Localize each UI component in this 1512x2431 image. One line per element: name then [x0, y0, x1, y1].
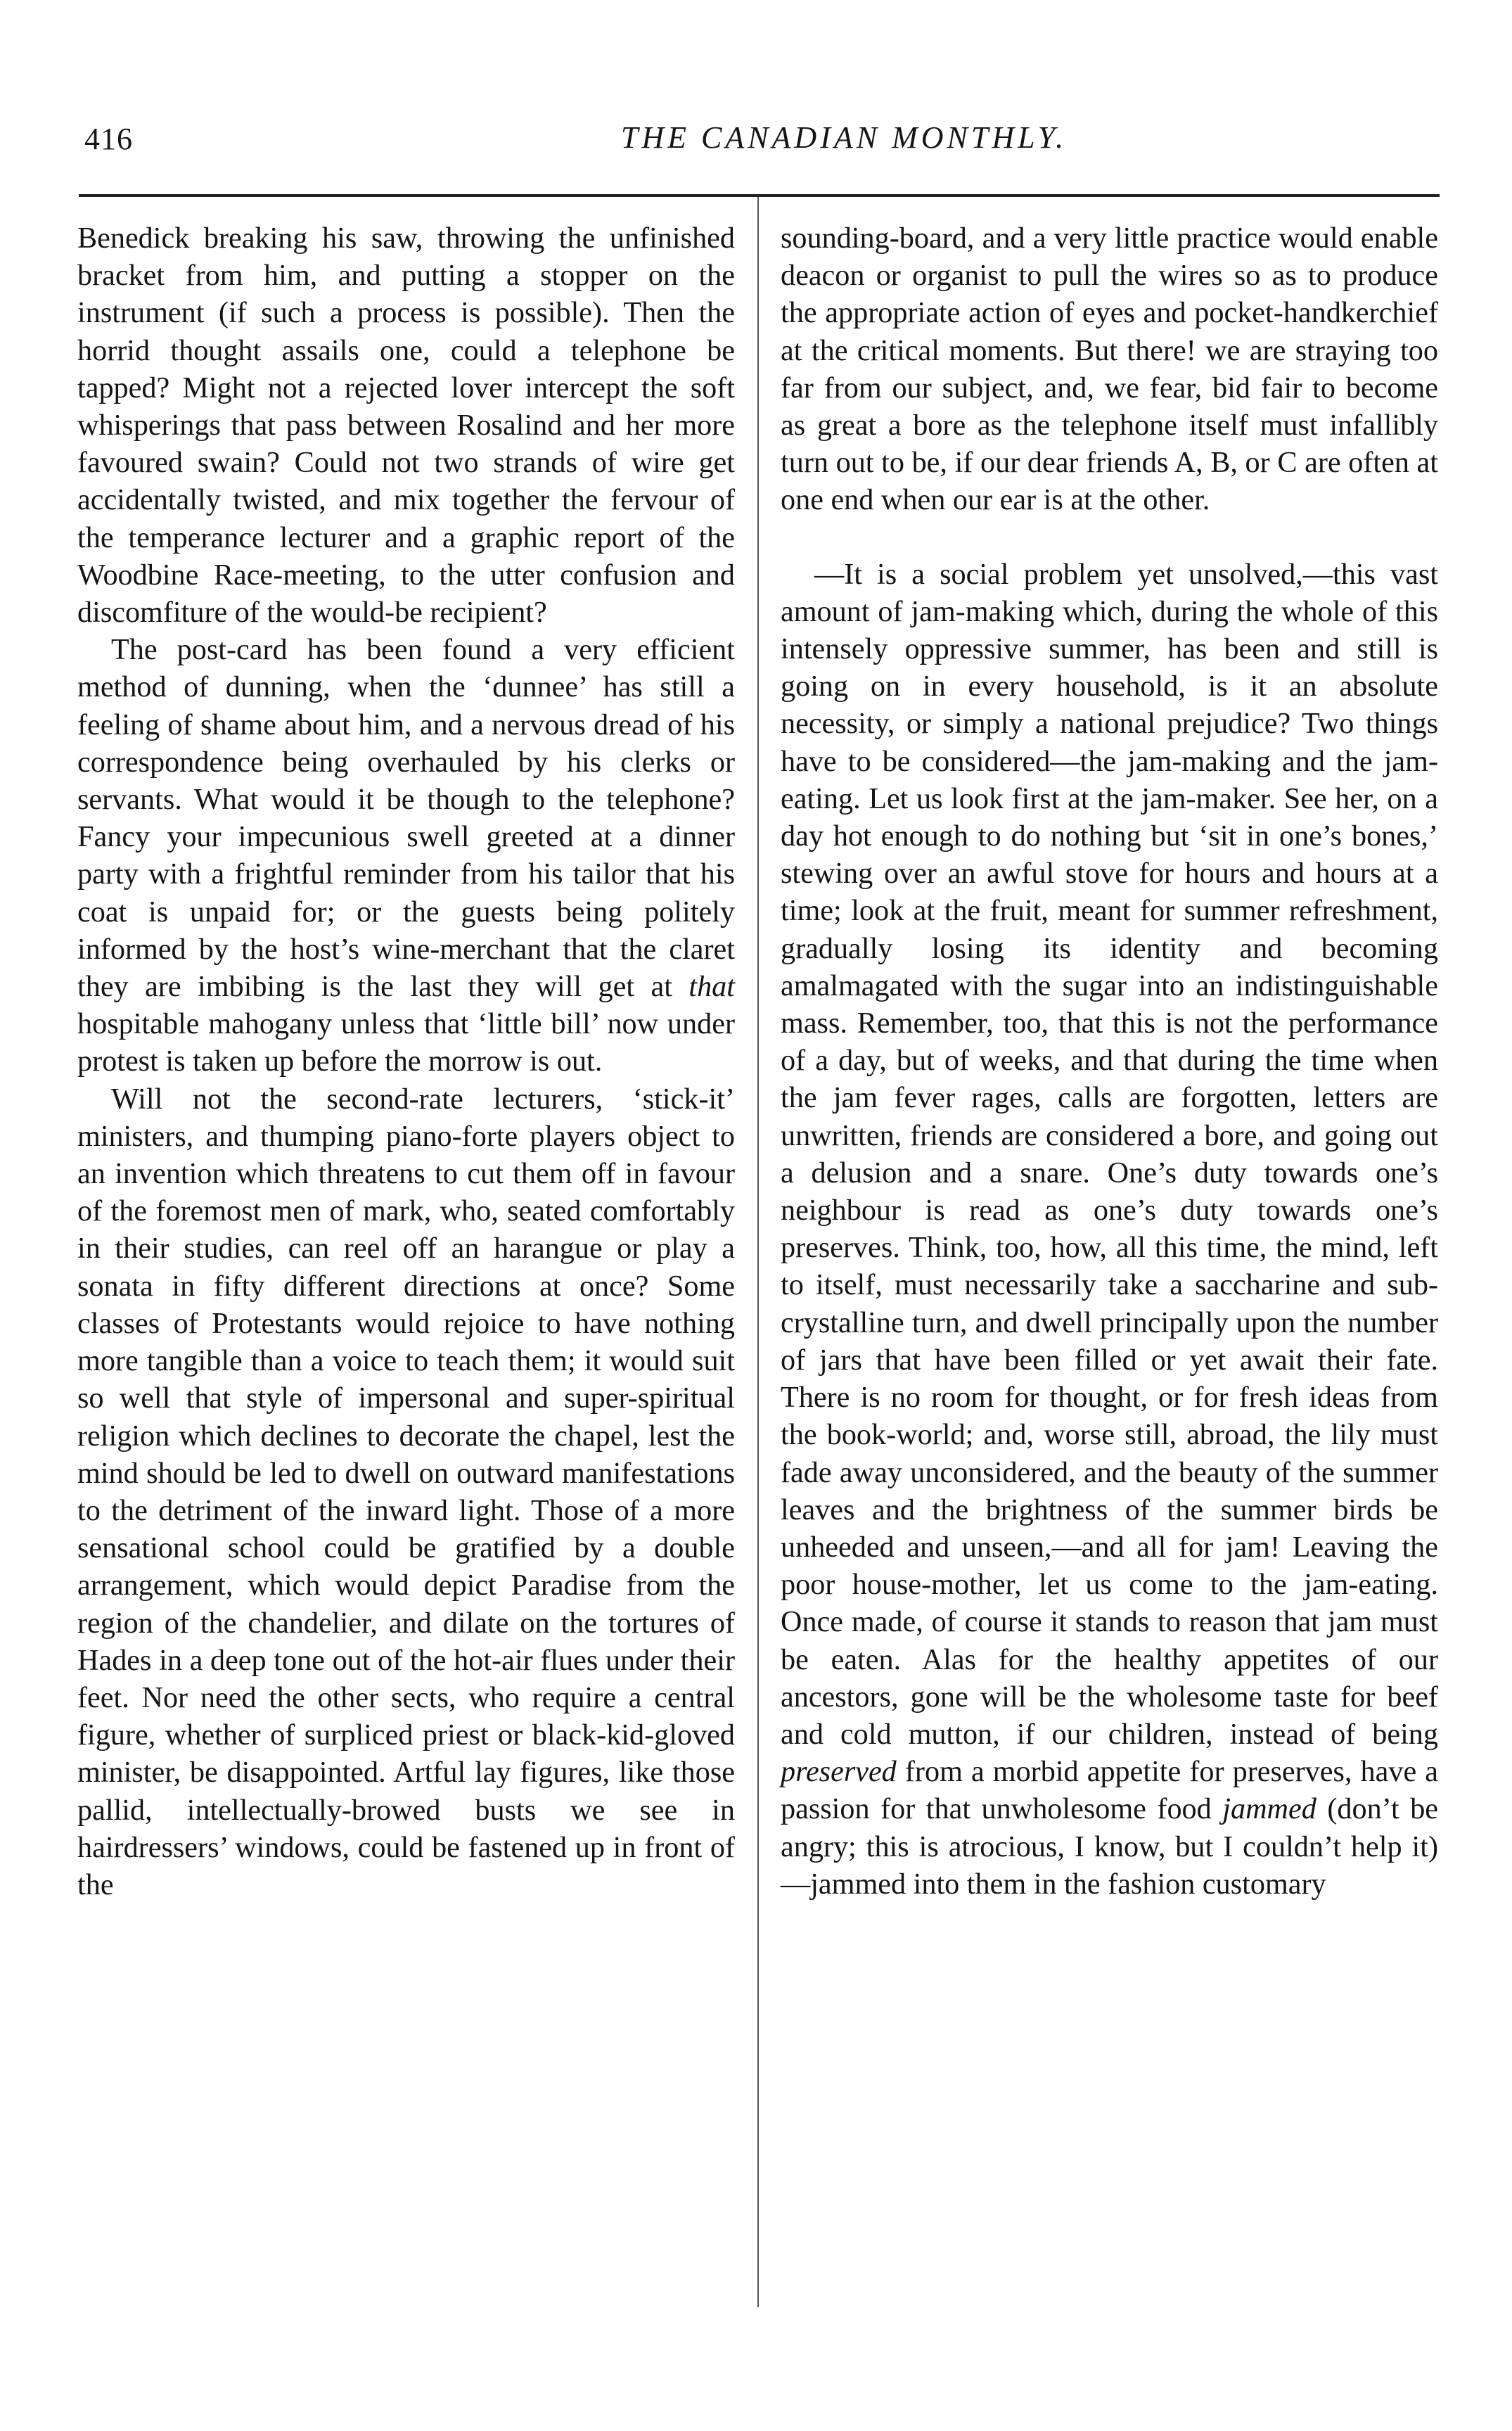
paragraph: sounding-board, and a very little practice would enable deacon or organist to pull the wires so as to produce the appropriate action of eyes and pocket-handkerchief at the critical moments. But there! we are straying too far from our subject, and, we fear, bid fair to become as great a bore as the telephone itself must infallibly turn out to be, if our dear friends A, B, or C are often at one end when our ear is at the other.	[781, 222, 1438, 517]
text-run: —It is a social problem yet unsolved,—this vast amount of jam-making which, during the whole of this intensely oppressive summer, has been and still is going on in every household, is it an absolute necessity, or simply a national prejudice? Two things have to be considered—the jam-making and the jam-eating. Let us look first at the jam-maker. See her, on a day hot enough to do nothing but ‘sit in one’s bones,’ stewing over an awful stove for hours and hours at a time; look at the fruit, meant for summer refreshment, gradually losing its identity and becoming amalmagated with the sugar into an indistinguishable mass. Remember, too, that this is not the performance of a day, but of weeks, and that during the time when the jam fever rages, calls are forgotten, letters are unwritten, friends are considered a bore, and going out a delusion and a snare. One’s duty towards one’s neighbour is read as one’s duty towards one’s preserves. Think, too, how, all this time, the mind, left to itself, must necessarily take a saccharine and sub-crystalline turn, and dwell principally upon the number of jars that have been filled or yet await their fate. There is no room for thought, or for fresh ideas from the book-world; and, worse still, abroad, the lily must fade away unconsidered, and the beauty of the summer leaves and the brightness of the summer birds be unheeded and unseen,—and all for jam! Leaving the poor house-mother, let us come to the jam-eating. Once made, of course it stands to reason that jam must be eaten. Alas for the healthy appetites of our ancestors, gone will be the wholesome taste for beef and cold mutton, if our children, instead of being	[781, 557, 1438, 1751]
right-column	[781, 219, 1438, 1903]
left-column	[77, 219, 735, 1903]
running-title: THE CANADIAN MONTHLY.	[620, 120, 1068, 155]
text-run: from a morbid appetite for preserves, have a passion for that unwholesome food	[781, 1755, 1438, 1826]
italic-text: preserved	[781, 1755, 897, 1789]
italic-text: that	[688, 970, 735, 1004]
text-run: The post-card has been found a very efficient method of dunning, when the ‘dunnee’ has still a feeling of shame about him, and a nervous dread of his correspondence being overhauled by his clerks or servants. What would it be though to the telephone? Fancy your impecunious swell greeted at a dinner party with a frightful reminder from his tailor that his coat is unpaid for; or the guests being politely informed by the host’s wine-merchant that the claret they are imbibing is the last they will get at	[77, 633, 735, 1004]
italic-text: jammed	[1222, 1792, 1316, 1826]
page-number: 416	[84, 122, 133, 156]
header-rule	[79, 194, 1440, 197]
paragraph	[781, 556, 1438, 1903]
text-run: (don’t be angry; this is atrocious, I know, but I couldn’t help it)—jammed into them in the fashion customary	[781, 1792, 1439, 1901]
text-run: hospitable mahogany unless that ‘little bill’ now under protest is taken up before the morrow is out.	[77, 1007, 735, 1078]
paragraph: Benedick breaking his saw, throwing the unfinished bracket from him, and putting a stopper on the instrument (if such a process is possible). Then the horrid thought assails one, could a telephone be tapped? Might not a rejected lover intercept the soft whisperings that pass between Rosalind and her more favoured swain? Could not two strands of wire get accidentally twisted, and mix together the fervour of the temperance lecturer and a graphic report of the Woodbine Race-meeting, to the utter confusion and discomfiture of the would-be recipient?	[77, 222, 735, 630]
paragraph: Will not the second-rate lecturers, ‘stick-it’ ministers, and thumping piano-forte players object to an invention which threatens to cut them off in favour of the foremost men of mark, who, seated comfortably in their studies, can reel off an harangue or play a sonata in fifty different directions at once? Some classes of Protestants would rejoice to have nothing more tangible than a voice to teach them; it would suit so well that style of impersonal and super-spiritual religion which declines to decorate the chapel, lest the mind should be led to dwell on outward manifestations to the detriment of the inward light. Those of a more sensational school could be gratified by a double arrangement, which would depict Paradise from the region of the chandelier, and dilate on the tortures of Hades in a deep tone out of the hot-air flues under their feet. Nor need the other sects, who require a central figure, whether of surpliced priest or black-kid-gloved minister, be disappointed. Artful lay figures, like those pallid, intellectually-browed busts we see in hairdressers’ windows, could be fastened up in front of the	[77, 1082, 735, 1901]
column-divider	[757, 197, 759, 2307]
paragraph	[77, 631, 735, 1080]
